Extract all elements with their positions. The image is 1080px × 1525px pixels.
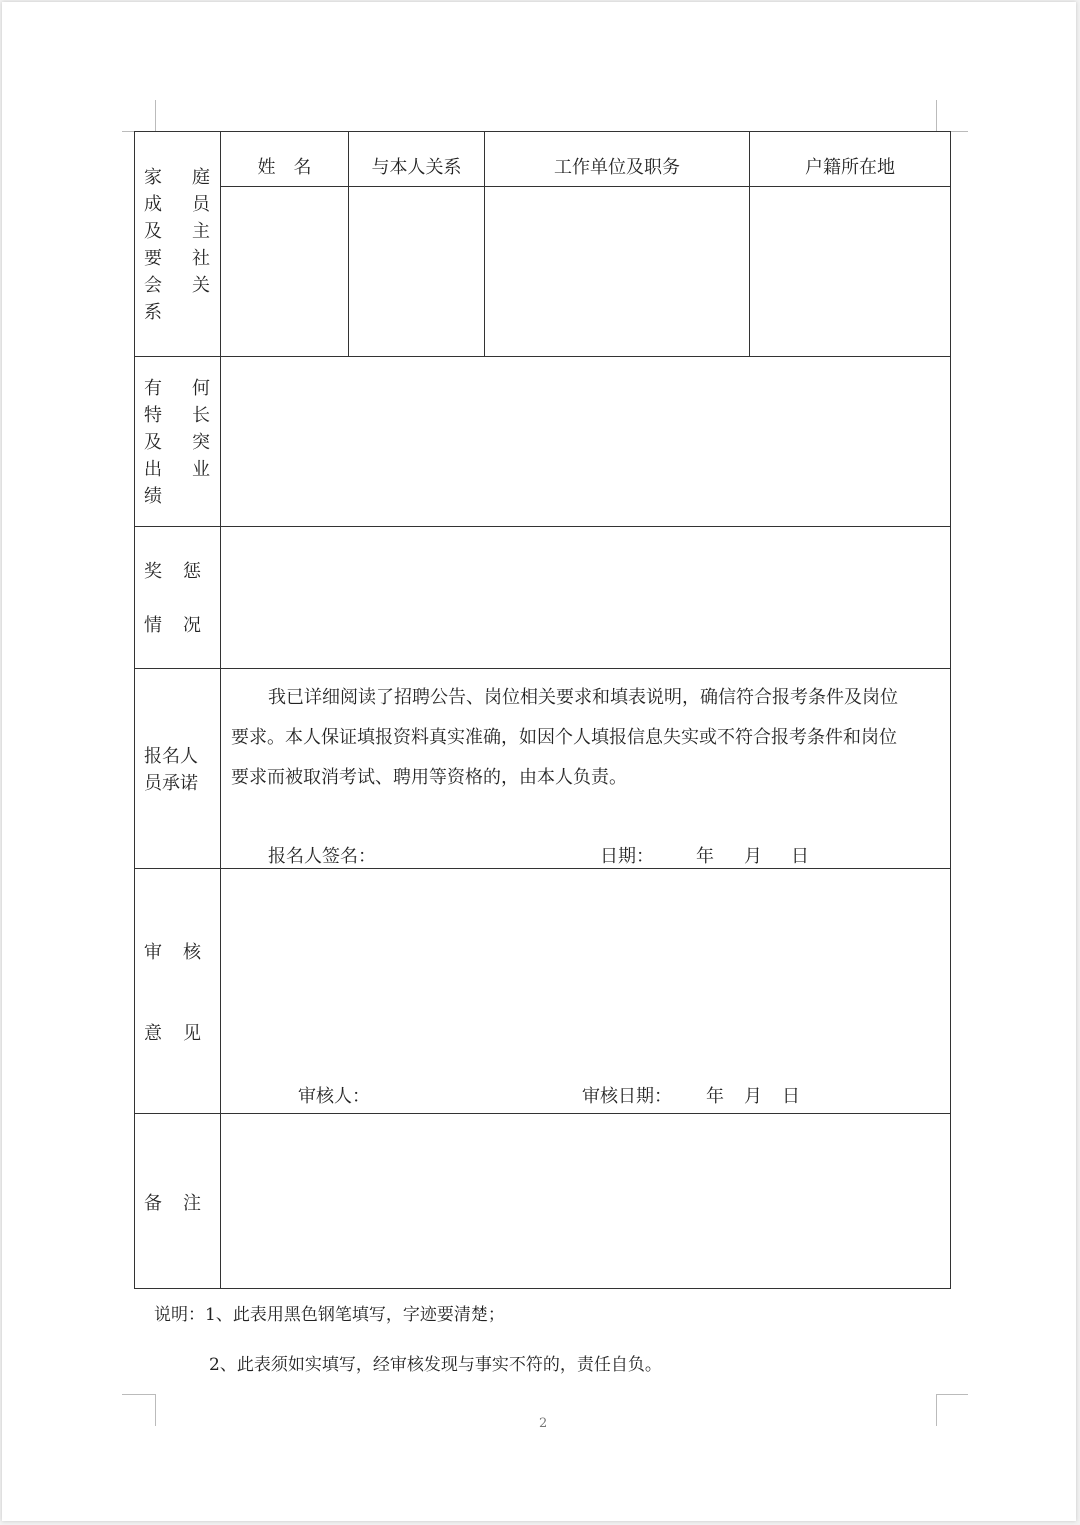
pledge-month: 月	[744, 846, 762, 867]
family-label-char: 关	[192, 275, 210, 296]
note-line-1: 说明：1、此表用黑色钢笔填写，字迹要清楚；	[154, 1305, 505, 1325]
crop-mark	[155, 1394, 156, 1426]
pledge-text-line: 我已详细阅读了招聘公告、岗位相关要求和填表说明，确信符合报考条件及岗位	[268, 687, 898, 708]
pledge-signature-field[interactable]	[374, 838, 574, 864]
reviewer-label: 审核人：	[298, 1086, 370, 1107]
family-label-char: 庭	[192, 167, 210, 188]
pledge-year: 年	[696, 846, 714, 867]
crop-mark	[936, 100, 937, 132]
review-label-char: 审	[144, 942, 162, 963]
review-date-label: 审核日期：	[582, 1086, 672, 1107]
review-label-char: 意	[144, 1023, 162, 1044]
family-label-char: 系	[144, 302, 162, 323]
reward-label-char: 况	[183, 615, 201, 636]
family-header-relation: 与本人关系	[371, 157, 462, 178]
remark-field[interactable]	[220, 1113, 951, 1289]
crop-mark	[155, 100, 156, 132]
family-header-work: 工作单位及职务	[554, 157, 680, 178]
pledge-text-line: 要求而被取消考试、聘用等资格的，由本人负责。	[231, 767, 627, 788]
family-label-char: 主	[192, 221, 210, 242]
family-label-char: 成	[144, 194, 162, 215]
family-hukou-field[interactable]	[749, 186, 951, 357]
talent-field[interactable]	[220, 356, 951, 527]
talent-label-char: 特	[144, 405, 162, 426]
talent-label-char: 何	[192, 378, 210, 399]
review-label-char: 核	[183, 942, 201, 963]
review-field[interactable]	[220, 868, 951, 1114]
family-label-char: 及	[144, 221, 162, 242]
review-month: 月	[744, 1086, 762, 1107]
pledge-text-line: 要求。本人保证填报资料真实准确，如因个人填报信息失实或不符合报考条件和岗位	[231, 727, 897, 748]
review-year: 年	[706, 1086, 724, 1107]
talent-label-char: 出	[144, 459, 162, 480]
family-relation-field[interactable]	[348, 186, 485, 357]
family-header-name: 姓 名	[257, 157, 312, 178]
family-label-char: 会	[144, 275, 162, 296]
family-label-char: 家	[144, 167, 162, 188]
remark-label-char: 备	[144, 1193, 162, 1214]
crop-mark	[936, 1394, 968, 1395]
page-number: 2	[539, 1416, 548, 1431]
document-page	[2, 2, 1076, 1521]
talent-label-char: 绩	[144, 486, 162, 507]
talent-label-char: 业	[192, 459, 210, 480]
pledge-date-label: 日期：	[600, 846, 654, 867]
reward-label-char: 奖	[144, 561, 162, 582]
note-line-2: 2、此表须如实填写，经审核发现与事实不符的，责任自负。	[209, 1355, 662, 1375]
review-label-char: 见	[183, 1023, 201, 1044]
talent-label-char: 突	[192, 432, 210, 453]
talent-label-char: 及	[144, 432, 162, 453]
reward-label-char: 惩	[183, 561, 201, 582]
crop-mark	[936, 1394, 937, 1426]
family-header-hukou: 户籍所在地	[805, 157, 895, 178]
reward-label-cell	[134, 526, 221, 669]
reward-label-char: 情	[144, 615, 162, 636]
family-work-field[interactable]	[484, 186, 750, 357]
remark-label-char: 注	[183, 1193, 201, 1214]
family-label-char: 员	[192, 194, 210, 215]
review-label-cell	[134, 868, 221, 1114]
crop-mark	[122, 1394, 156, 1395]
family-label-char: 要	[144, 248, 162, 269]
talent-label-char: 长	[192, 405, 210, 426]
family-label-char: 社	[192, 248, 210, 269]
reward-field[interactable]	[220, 526, 951, 669]
family-name-field[interactable]	[220, 186, 349, 357]
pledge-label-line: 员承诺	[144, 773, 198, 794]
pledge-label-line: 报名人	[144, 746, 198, 767]
talent-label-char: 有	[144, 378, 162, 399]
pledge-day: 日	[791, 846, 809, 867]
pledge-signature-label: 报名人签名：	[268, 846, 376, 867]
review-day: 日	[782, 1086, 800, 1107]
